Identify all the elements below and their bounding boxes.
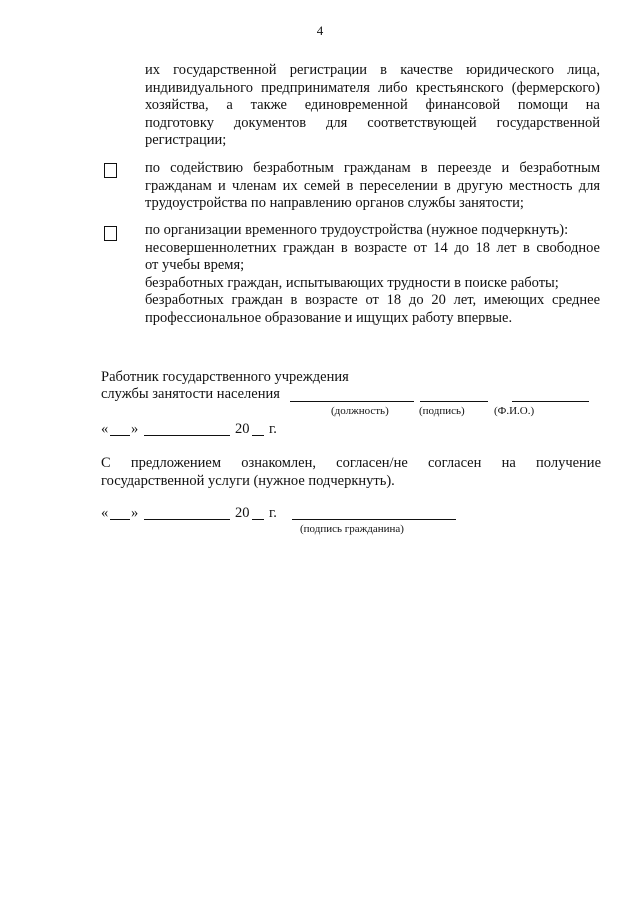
date2-year-prefix: 20 [235,505,250,521]
caption-fio: (Ф.И.О.) [494,405,535,417]
text-line: безработных граждан, испытывающих трудности в поиске работы; [145,274,559,291]
citizen-signature-field[interactable] [292,519,456,520]
text-line: государственной услуги (нужное подчеркнуть). [101,472,395,489]
checkbox-relocation[interactable] [104,163,117,178]
text-line: С предложением ознакомлен, согласен/не согласен на получение [101,455,601,471]
worker-title-line1: Работник государственного учреждения [101,369,349,385]
date-day-field[interactable] [110,435,130,436]
text-line: по содействию безработным гражданам в переезде и безработным [145,160,600,176]
citizen-signature-caption: (подпись гражданина) [300,523,404,535]
text-line: подготовку документов для соответствующей государственной [145,114,600,131]
consent-paragraph [101,455,601,490]
position-field-line[interactable] [290,401,414,402]
text-line: по организации временного трудоустройства (нужное подчеркнуть): [145,222,569,238]
date-year-field[interactable] [252,435,264,436]
caption-position: (должность) [331,405,389,417]
text-line: трудоустройства по направлению органов службы занятости; [145,195,524,211]
text-line: несовершеннолетних граждан в возрасте от 14 до 18 лет в свободное [145,239,600,256]
date2-year-suffix: г. [269,505,277,521]
text-line: индивидуального предпринимателя либо крестьянского (фермерского) [145,79,600,96]
caption-signature: (подпись) [419,405,465,417]
text-line: их государственной регистрации в качестве юридического лица, [145,62,600,78]
worker-title-line2: службы занятости населения [101,386,280,402]
text-line: от учебы время; [145,257,245,273]
text-line: профессиональное образование и ищущих работу впервые. [145,309,513,326]
date-open-quote: « [101,421,109,437]
intro-paragraph [145,62,600,150]
date2-open-quote: « [101,505,109,521]
option-temporary-text [145,222,600,327]
date2-day-field[interactable] [110,519,130,520]
date2-close-quote: » [131,505,139,521]
text-line: регистрации; [145,132,227,148]
text-line: хозяйства, а также единовременной финансовой помощи на [145,97,600,113]
date2-year-field[interactable] [252,519,264,520]
text-line: гражданам и членам их семей в переселении в другую местность для [145,177,600,194]
date2-month-field[interactable] [144,519,230,520]
text-line: безработных граждан в возрасте от 18 до 20 лет, имеющих среднее [145,292,600,308]
checkbox-temporary-employment[interactable] [104,226,117,241]
page-number: 4 [316,23,324,38]
date-year-suffix: г. [269,421,277,437]
signature-field-line[interactable] [420,401,488,402]
date-month-field[interactable] [144,435,230,436]
date-close-quote: » [131,421,139,437]
date-year-prefix: 20 [235,421,250,437]
fio-field-line[interactable] [512,401,589,402]
option-relocation-text [145,160,600,213]
